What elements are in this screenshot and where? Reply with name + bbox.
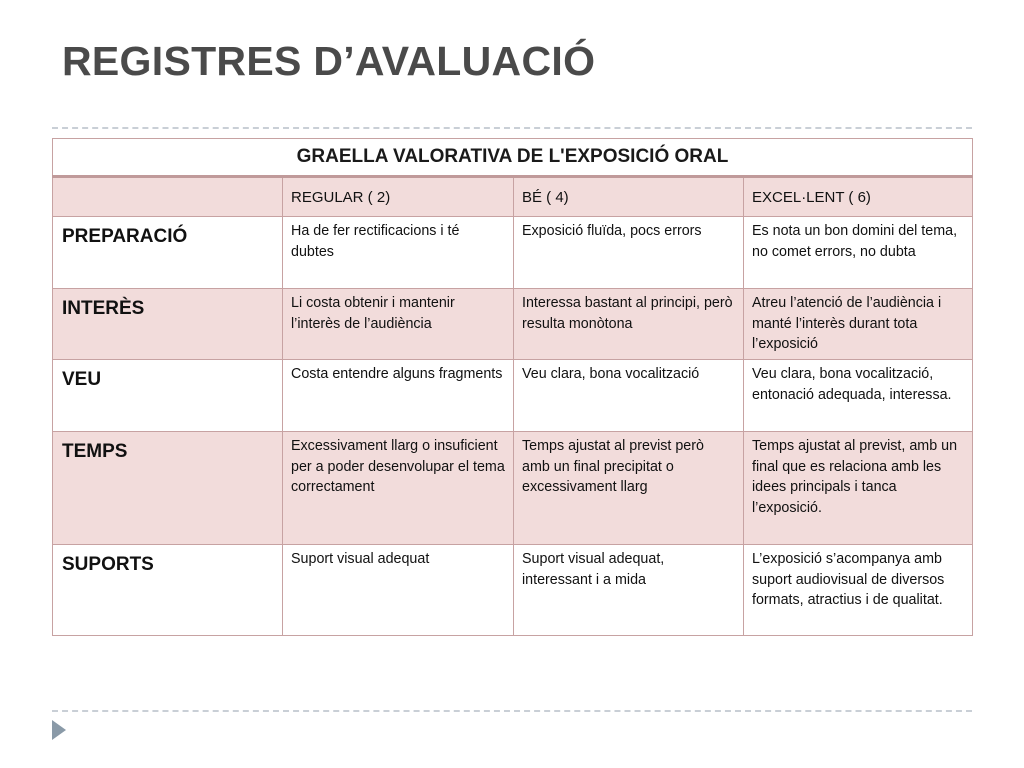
bottom-divider — [52, 710, 972, 712]
table-row-suports — [53, 545, 973, 636]
table-cell: Interessa bastant al principi, però resulta monòtona — [514, 289, 744, 360]
table-cell: Atreu l’atenció de l’audiència i manté l’interès durant tota l’exposició — [744, 289, 973, 360]
row-label: INTERÈS — [53, 289, 283, 360]
table-cell: L’exposició s’acompanya amb suport audiovisual de diversos formats, atractius i de qualitat. — [744, 545, 973, 636]
table-row-veu — [53, 360, 973, 432]
table-cell: Temps ajustat al previst, amb un final que es relaciona amb les idees principals i tanca l’exposició. — [744, 432, 973, 545]
caption-row — [53, 139, 973, 177]
top-divider — [52, 127, 972, 129]
column-header-be: BÉ ( 4) — [514, 177, 744, 217]
triangle-bullet-icon — [52, 720, 66, 740]
table-cell: Ha de fer rectificacions i té dubtes — [283, 217, 514, 289]
grid-caption: GRAELLA VALORATIVA DE L'EXPOSICIÓ ORAL — [53, 139, 973, 177]
table-cell: Suport visual adequat, interessant i a mida — [514, 545, 744, 636]
table-cell: Veu clara, bona vocalització — [514, 360, 744, 432]
header-row — [53, 177, 973, 217]
table-cell: Exposició fluïda, pocs errors — [514, 217, 744, 289]
table-cell: Temps ajustat al previst però amb un final precipitat o excessivament llarg — [514, 432, 744, 545]
table-cell: Es nota un bon domini del tema, no comet errors, no dubta — [744, 217, 973, 289]
slide-title: REGISTRES D’AVALUACIÓ — [62, 38, 596, 84]
table-cell: Veu clara, bona vocalització, entonació adequada, interessa. — [744, 360, 973, 432]
header-blank-cell — [53, 177, 283, 217]
table-cell: Costa entendre alguns fragments — [283, 360, 514, 432]
table-cell: Li costa obtenir i mantenir l’interès de l’audiència — [283, 289, 514, 360]
table-row-preparacio — [53, 217, 973, 289]
column-header-regular: REGULAR ( 2) — [283, 177, 514, 217]
table-row-interes — [53, 289, 973, 360]
column-header-excellent: EXCEL·LENT ( 6) — [744, 177, 973, 217]
row-label: SUPORTS — [53, 545, 283, 636]
evaluation-grid — [52, 138, 973, 636]
row-label: PREPARACIÓ — [53, 217, 283, 289]
table-cell: Excessivament llarg o insuficient per a poder desenvolupar el tema correctament — [283, 432, 514, 545]
table-row-temps — [53, 432, 973, 545]
row-label: TEMPS — [53, 432, 283, 545]
row-label: VEU — [53, 360, 283, 432]
table-cell: Suport visual adequat — [283, 545, 514, 636]
